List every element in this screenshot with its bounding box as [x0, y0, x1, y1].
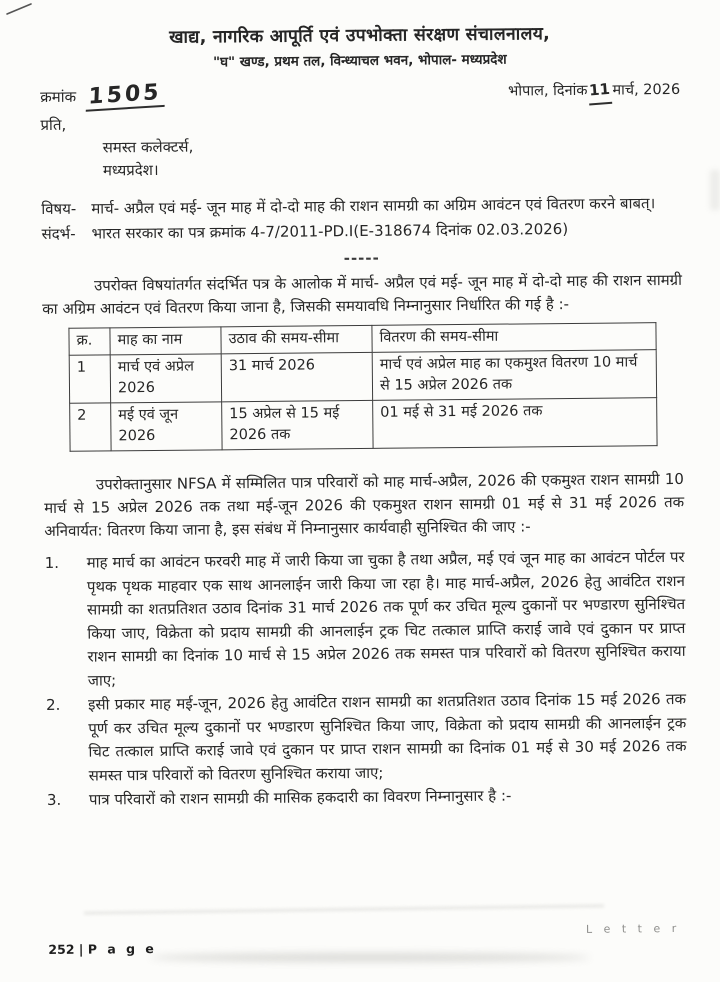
- list-item: [46, 688, 687, 788]
- department-title: खाद्य, नागरिक आपूर्ति एवं उपभोक्ता संरक्षण संचालनालय,: [169, 24, 551, 48]
- list-item-number: 2.: [45, 695, 61, 715]
- list-item-number: 1.: [44, 553, 60, 573]
- section-separator: -----: [343, 248, 380, 268]
- subject-label: विषय-: [41, 199, 77, 219]
- reference-label: संदर्भ-: [41, 224, 76, 244]
- header-lifting-deadline: उठाव की समय-सीमा: [221, 325, 372, 353]
- intro-paragraph: उपरोक्त विषयांतर्गत संदर्भित पत्र के आलोक में मार्च- अप्रैल एवं मई- जून माह में दो-दो माह की राशन सामग्री का अग्रिम आवंटन एवं वितरण किया जाना है, जिसकी समयावधि निम्नानुसार निर्धारित की गई है :-: [42, 270, 683, 319]
- doc-type-label: L e t t e r: [585, 921, 681, 936]
- header-serial: क्र.: [69, 328, 110, 355]
- page-number-footer: [48, 941, 157, 957]
- serial-label: क्रमांक: [40, 87, 77, 107]
- reference-row: [41, 216, 681, 246]
- reference-text: भारत सरकार का पत्र क्रमांक 4-7/2011-PD.I(E-318674 दिनांक 02.03.2026): [91, 219, 569, 243]
- subject-text: मार्च- अप्रैल एवं मई- जून माह में दो-दो माह की राशन सामग्री का अग्रिम आवंटन एवं वितरण करने बाबत्।: [91, 194, 656, 218]
- cell-distribution: मार्च एवं अप्रेल माह का एकमुश्त वितरण 10 मार्च से 15 अप्रेल 2026 तक: [372, 350, 656, 401]
- page-word: P a g e: [87, 940, 157, 957]
- date-day-handwritten: 11: [587, 76, 612, 106]
- scan-shadow-bottom: [150, 953, 590, 962]
- list-item-text: इसी प्रकार माह मई-जून, 2026 हेतु आवंटित राशन सामग्री का शतप्रतिशत उठाव दिनांक 15 मई 2026 तक पूर्ण कर उचित मूल्य दुकानों पर भण्डारण सुनिश्चित किया जाए, विक्रेता को प्रदाय सामग्री की आनलाईन ट्रक चिट तत्काल प्राप्ति कराई जावे एवं दुकान पर प्राप्त राशन सामग्री का दिनांक 01 मई से 30 मई 2026 तक समस्त पात्र परिवारों को वितरण सुनिश्चित कराया जाए;: [87, 689, 687, 785]
- instruction-list: [45, 546, 687, 813]
- cell-lifting: 31 मार्च 2026: [221, 352, 372, 401]
- department-address: "घ" खण्ड, प्रथम तल, विन्ध्याचल भवन, भोपाल- मध्यप्रदेश: [213, 51, 507, 71]
- header-distribution-deadline: वितरण की समय-सीमा: [372, 323, 656, 353]
- list-item-text: माह मार्च का आवंटन फरवरी माह में जारी किया जा चुका है तथा अप्रैल, मई एवं जून माह का आवंटन पोर्टल पर पृथक पृथक माहवार एक साथ आनलाईन जारी किया जा रहा है। माह मार्च-अप्रैल, 2026 हेतु आवंटित राशन सामग्री का शतप्रतिशत उठाव दिनांक 31 मार्च 2026 तक पूर्ण कर उचित मूल्य दुकानों पर भण्डारण सुनिश्चित किया जाए, विक्रेता को प्रदाय सामग्री की आनलाईन ट्रक चिट तत्काल प्राप्ति कराई जावे एवं दुकान पर प्राप्त राशन सामग्री का दिनांक 10 मार्च से 15 अप्रेल 2026 तक समस्त पात्र परिवारों को वितरण सुनिश्चित कराया जाए;: [86, 547, 686, 690]
- list-item-text: पात्र परिवारों को राशन सामग्री की मासिक हकदारी का विवरण निम्नानुसार है :-: [88, 786, 512, 809]
- serial-date-row: [40, 76, 680, 110]
- recipient-line-1: समस्त कलेक्टर्स,: [102, 137, 194, 157]
- cell-serial: 2: [70, 403, 111, 451]
- scan-smudge-right-edge: [710, 170, 720, 210]
- cell-serial: 1: [69, 355, 110, 403]
- distribution-schedule-table: [68, 322, 657, 452]
- place-date-prefix: भोपाल, दिनांक: [508, 82, 588, 100]
- serial-number-handwritten: 1505: [86, 82, 166, 112]
- serial-number-block: [40, 79, 165, 110]
- page-number: 252: [48, 941, 75, 958]
- cell-distribution: 01 मई से 31 मई 2026 तक: [373, 398, 657, 449]
- date-suffix: मार्च, 2026: [612, 81, 681, 99]
- cell-month: मई एवं जून 2026: [111, 402, 222, 451]
- to-label: प्रति,: [40, 115, 67, 135]
- table-row: [69, 350, 656, 404]
- page-number-separator: |: [78, 941, 84, 957]
- cell-lifting: 15 अप्रेल से 15 मई 2026 तक: [222, 400, 373, 449]
- place-date-line: [508, 76, 680, 106]
- recipient-line-2: मध्यप्रदेश।: [102, 160, 159, 180]
- cell-month: मार्च एवं अप्रेल 2026: [110, 354, 221, 403]
- list-item-number: 3.: [46, 790, 62, 810]
- list-item: [47, 783, 687, 813]
- list-item: [45, 546, 686, 693]
- table-row: [70, 398, 657, 452]
- body-paragraph: उपरोक्तानुसार NFSA में सम्मिलित पात्र परिवारों को माह मार्च-अप्रैल, 2026 की एकमुश्त राशन सामग्री 10 मार्च से 15 अप्रेल 2026 तक तथा मई-जून 2026 की एकमुश्त राशन सामग्री 01 मई से 31 मई 2026 तक अनिवार्यत: वितरण किया जाना है, इस संबंध में निम्नानुसार कार्यवाही सुनिश्चित की जाए :-: [44, 469, 685, 541]
- header-month-name: माह का नाम: [110, 327, 221, 355]
